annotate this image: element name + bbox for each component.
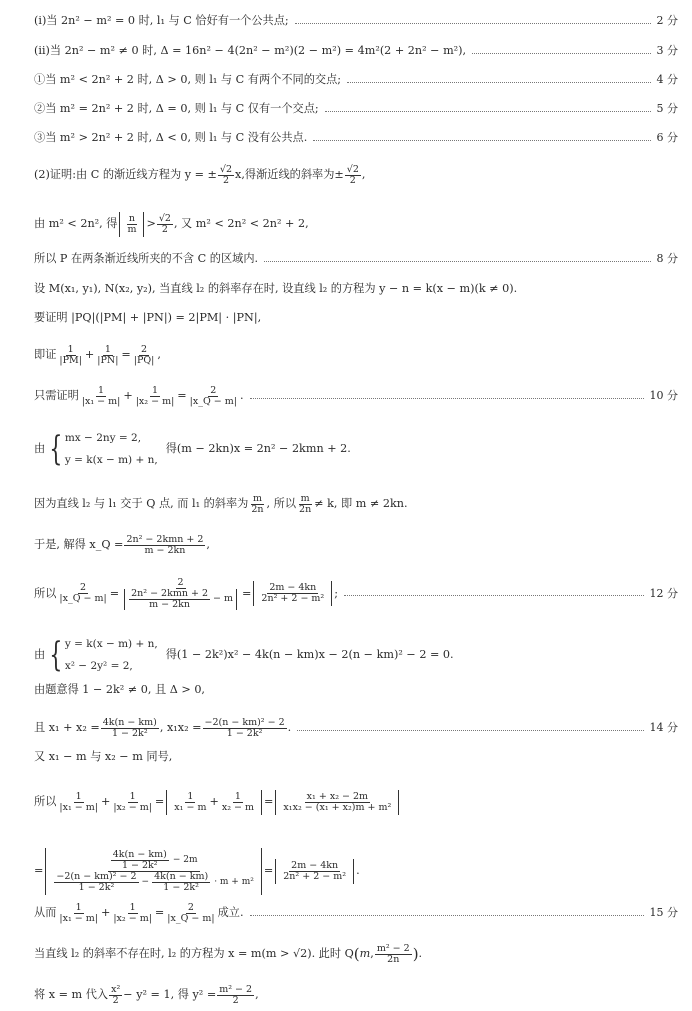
text-a: 将 x = m 代入	[34, 988, 109, 1002]
text-b: 得(1 − 2k²)x² − 4k(n − km)x − 2(n − km)² − 2 = 0.	[165, 647, 454, 661]
dot-leader	[250, 398, 644, 399]
line-text: ①当 m² < 2n² + 2 时, Δ > 0, 则 l₁ 与 C 有两个不同的交点;	[34, 73, 342, 86]
equation: y = k(x − m) + n,	[64, 454, 158, 467]
dot-leader	[295, 23, 651, 24]
score: 14 分	[649, 721, 678, 735]
dot-leader	[297, 730, 643, 731]
fraction-2-over-abs: 2 $\frac{\text{2n² − 2kmn + 2}}{m - 2kn}$ − m	[120, 578, 241, 610]
line-region-conclusion	[34, 253, 678, 266]
text-a: (2)证明:由 C 的渐近线方程为 y = ±	[34, 168, 217, 182]
text-b: ,	[206, 538, 210, 552]
text-a: 于是, 解得 x_Q =	[34, 538, 124, 552]
fraction-2-over-xqm: $\frac{2}{|x\_Q - m|}$	[59, 582, 107, 605]
line-xq	[34, 535, 678, 556]
equation: mx − 2ny = 2,	[64, 432, 142, 444]
line-subcase-1	[34, 74, 678, 87]
line-part2-proof	[34, 165, 678, 186]
fraction-sqrt2-over-2: $\frac{√2}{2}$	[219, 164, 233, 186]
fraction-y2: $\frac{\text{m² − 2}}{2}$	[219, 984, 253, 1006]
fraction-q-y: $\frac{\text{m² − 2}}{2n}$	[376, 943, 410, 965]
fraction-xq: $\frac{\text{2n² − 2kmn + 2}}{m - 2kn}$	[126, 534, 204, 556]
equation-system: { y = k(x − m) + n, x² − 2y² = 2,	[49, 635, 158, 676]
line-therefore: 从而 $\frac{1}{\text{|x₁ − m|}}$ + $\frac{1}{\text{|x₂ − m|}}$ = $\frac{2}{|x\_Q - m|}$ 成立. 15 分	[34, 902, 678, 924]
line-set-points	[34, 283, 678, 296]
text-b: x,得渐近线的斜率为±	[235, 168, 344, 182]
fraction-1-over-x1m: $\frac{1}{\text{|x₁ − m|}}$	[81, 385, 121, 407]
line-subcase-2	[34, 103, 678, 116]
line-text: 设 M(x₁, y₁), N(x₂, y₂), 当直线 l₂ 的斜率存在时, 设直线 l₂ 的方程为 y − n = k(x − m)(k ≠ 0).	[34, 282, 518, 295]
fraction-1-over-pn: $\frac{1}{|PN|}$	[97, 344, 119, 366]
text-a: 当直线 l₂ 的斜率不存在时, l₂ 的方程为 x = m(m > √2). 此时 Q	[34, 947, 354, 961]
line-text: ③当 m² > 2n² + 2 时, Δ < 0, 则 l₁ 与 C 没有公共点.	[34, 131, 308, 144]
text-c: ,	[361, 168, 366, 182]
fraction-2-over-xqm: $\frac{2}{|x\_Q - m|}$	[189, 385, 237, 407]
dot-leader	[250, 915, 644, 916]
line-system-1	[34, 429, 678, 470]
dot-leader	[347, 82, 650, 83]
dot-leader	[472, 53, 650, 54]
dot-leader	[344, 595, 643, 596]
line-vieta	[34, 718, 678, 739]
line-equivalent: 即证 $\frac{1}{|PM|}$ + $\frac{1}{|PN|}$ = $\frac{2}{|PQ|}$ ,	[34, 344, 161, 366]
line-subcase-3	[34, 132, 678, 145]
equation: x² − 2y² = 2,	[64, 660, 133, 673]
line-system-2	[34, 635, 678, 676]
line-need-prove: 只需证明 $\frac{1}{\text{|x₁ − m|}}$ + $\frac{1}{\text{|x₂ − m|}}$ = $\frac{2}{|x\_Q - m|}$ . 10 分	[34, 385, 678, 407]
text-a: 因为直线 l₂ 与 l₁ 交于 Q 点, 而 l₁ 的斜率为	[34, 497, 249, 511]
line-text: ②当 m² = 2n² + 2 时, Δ = 0, 则 l₁ 与 C 仅有一个交点;	[34, 102, 319, 115]
fraction-m-over-2n: $\frac{m}{2n}$	[299, 493, 312, 515]
line-so-sum: 所以 $\frac{1}{\text{|x₁ − m|}}$ + $\frac{1}{\text{|x₂ − m|}}$ = $\frac{1}{\text{x₁ − m}}$ + $\frac{1}{\text{x₂ − m}}$ = $\frac{\text{x₁ + x₂ − 2m}}{\text{x₁x₂ − (x₁ + x₂)m + m²}}$	[34, 790, 678, 815]
dot-leader	[264, 261, 650, 262]
fraction-m-over-2n: $\frac{m}{2n}$	[251, 493, 264, 515]
abs-sum: $\frac{1}{\text{x₁ − m}}$ + $\frac{1}{\text{x₂ − m}}$	[166, 790, 262, 815]
line-substitute	[34, 985, 678, 1006]
text-b: , 所以	[266, 497, 297, 511]
equation-system: { mx − 2ny = 2, y = k(x − m) + n,	[49, 429, 158, 470]
score: 4 分	[656, 73, 678, 87]
line-to-prove	[34, 312, 678, 325]
text-b: 得(m − 2kn)x = 2n² − 2kmn + 2.	[165, 441, 351, 455]
score: 5 分	[656, 102, 678, 116]
line-region	[34, 212, 678, 237]
line-vertical-case: 当直线 l₂ 的斜率不存在时, l₂ 的方程为 x = m(m > √2). 此时 Q ( m , $\frac{\text{m² − 2}}{2n}$ ) .	[34, 943, 423, 965]
text-a: 由 m² < 2n², 得	[34, 217, 118, 231]
text-a: 且 x₁ + x₂ =	[34, 721, 100, 735]
dot-leader	[325, 111, 651, 112]
fraction-2-over-xqm: $\frac{2}{|x\_Q - m|}$	[167, 902, 215, 924]
line-text: 由题意得 1 − 2k² ≠ 0, 且 Δ > 0,	[34, 683, 205, 696]
line-expand: = $\frac{4k(n - km)}{\text{1 − 2k²}}$ − 2m $\frac{\text{−2(n − km)² − 2}}{\text{1 − 2k²}}$ − $\frac{4k(n - km)}{\text{1 − 2k²}}$ · m + m² = $\frac{2m - 4kn}{\text{2n² + 2 − m²}}$ .	[34, 849, 360, 893]
fraction-product: $\frac{\text{−2(n − km)² − 2}}{\text{1 − 2k²}}$	[204, 717, 285, 739]
line-text: 又 x₁ − m 与 x₂ − m 同号,	[34, 750, 173, 763]
abs-big: $\frac{\text{x₁ + x₂ − 2m}}{\text{x₁x₂ − (x₁ + x₂)m + m²}}$	[275, 790, 399, 815]
score: 2 分	[656, 14, 678, 28]
dot-leader	[313, 140, 650, 141]
fraction-1-over-x2m: $\frac{1}{\text{|x₂ − m|}}$	[113, 791, 152, 813]
line-2-over-xqm: 所以 $\frac{2}{|x\_Q - m|}$ = 2 $\frac{\text{2n² − 2kmn + 2}}{m - 2kn}$ − m = $\frac{2m - 4kn}{\text{2n² + 2 − m²}}$ ; 12 分	[34, 577, 678, 610]
text-b: 成立.	[217, 906, 244, 920]
fraction-1-over-x1m: $\frac{1}{\text{|x₁ − m|}}$	[59, 902, 98, 924]
text-b: , x₁x₂ =	[159, 721, 202, 735]
fraction-sum: $\frac{4k(n - km)}{\text{1 − 2k²}}$	[102, 717, 157, 739]
text-c: , 又 m² < 2n² < 2n² + 2,	[173, 217, 309, 231]
fraction-1-over-x2m: $\frac{1}{\text{|x₂ − m|}}$	[135, 385, 175, 407]
line-condition	[34, 684, 678, 697]
line-same-sign	[34, 751, 678, 764]
line-text: (ⅰ)当 2n² − m² = 0 时, l₁ 与 C 恰好有一个公共点;	[34, 14, 289, 27]
fraction-sqrt2-over-2: $\frac{√2}{2}$	[346, 164, 359, 186]
abs-ratio: $\frac{2m - 4kn}{\text{2n² + 2 − m²}}$	[253, 581, 332, 606]
text-a: 所以	[34, 586, 57, 600]
text-c: .	[287, 721, 292, 735]
text-a: 由	[34, 441, 46, 455]
line-text: 要证明 |PQ|(|PM| + |PN|) = 2|PM| · |PN|,	[34, 311, 262, 324]
line-text: 所以 P 在两条渐近线所夹的不含 C 的区域内.	[34, 252, 259, 265]
fraction-x2-over-2: $\frac{\text{x²}}{2}$	[111, 984, 121, 1006]
line-case-ii	[34, 45, 678, 58]
fraction-1-over-x1m: $\frac{1}{\text{|x₁ − m|}}$	[59, 791, 98, 813]
text-c: ,	[255, 988, 259, 1002]
score: 3 分	[656, 44, 678, 58]
abs-compound: $\frac{4k(n - km)}{\text{1 − 2k²}}$ − 2m $\frac{\text{−2(n − km)² − 2}}{\text{1 − 2k²}}$ − $\frac{4k(n - km)}{\text{1 − 2k²}}$ · m + m²	[45, 848, 261, 895]
text-a: 从而	[34, 906, 57, 920]
text-b: >	[146, 217, 156, 231]
score: 15 分	[649, 906, 678, 920]
line-slope-condition	[34, 494, 678, 515]
score: 6 分	[656, 131, 678, 145]
text-b: .	[418, 947, 423, 961]
score: 12 分	[649, 586, 678, 600]
fraction-sqrt2-over-2: $\frac{√2}{2}$	[158, 213, 171, 235]
fraction-1-over-x2m: $\frac{1}{\text{|x₂ − m|}}$	[113, 902, 152, 924]
text-b: − y² = 1, 得 y² =	[123, 988, 217, 1002]
fraction-2-over-pq: $\frac{2}{|PQ|}$	[133, 344, 155, 366]
text-c: ≠ k, 即 m ≠ 2kn.	[314, 497, 408, 511]
abs-n-over-m: $\frac{n}{m}$	[119, 212, 144, 237]
score: 8 分	[656, 252, 678, 266]
fraction-1-over-pm: $\frac{1}{|PM|}$	[59, 344, 82, 366]
line-text: (ⅱ)当 2n² − m² ≠ 0 时, Δ = 16n² − 4(2n² − m²)(2 − m²) = 4m²(2 + 2n² − m²),	[34, 44, 467, 57]
text-a: 即证	[34, 348, 57, 362]
line-case-i	[34, 15, 678, 28]
score: 10 分	[649, 389, 678, 403]
abs-ratio: $\frac{2m - 4kn}{\text{2n² + 2 − m²}}$	[275, 859, 354, 884]
text-a: 所以	[34, 795, 57, 809]
text-a: 只需证明	[34, 389, 79, 403]
text-a: 由	[34, 647, 46, 661]
equation: y = k(x − m) + n,	[64, 638, 158, 650]
